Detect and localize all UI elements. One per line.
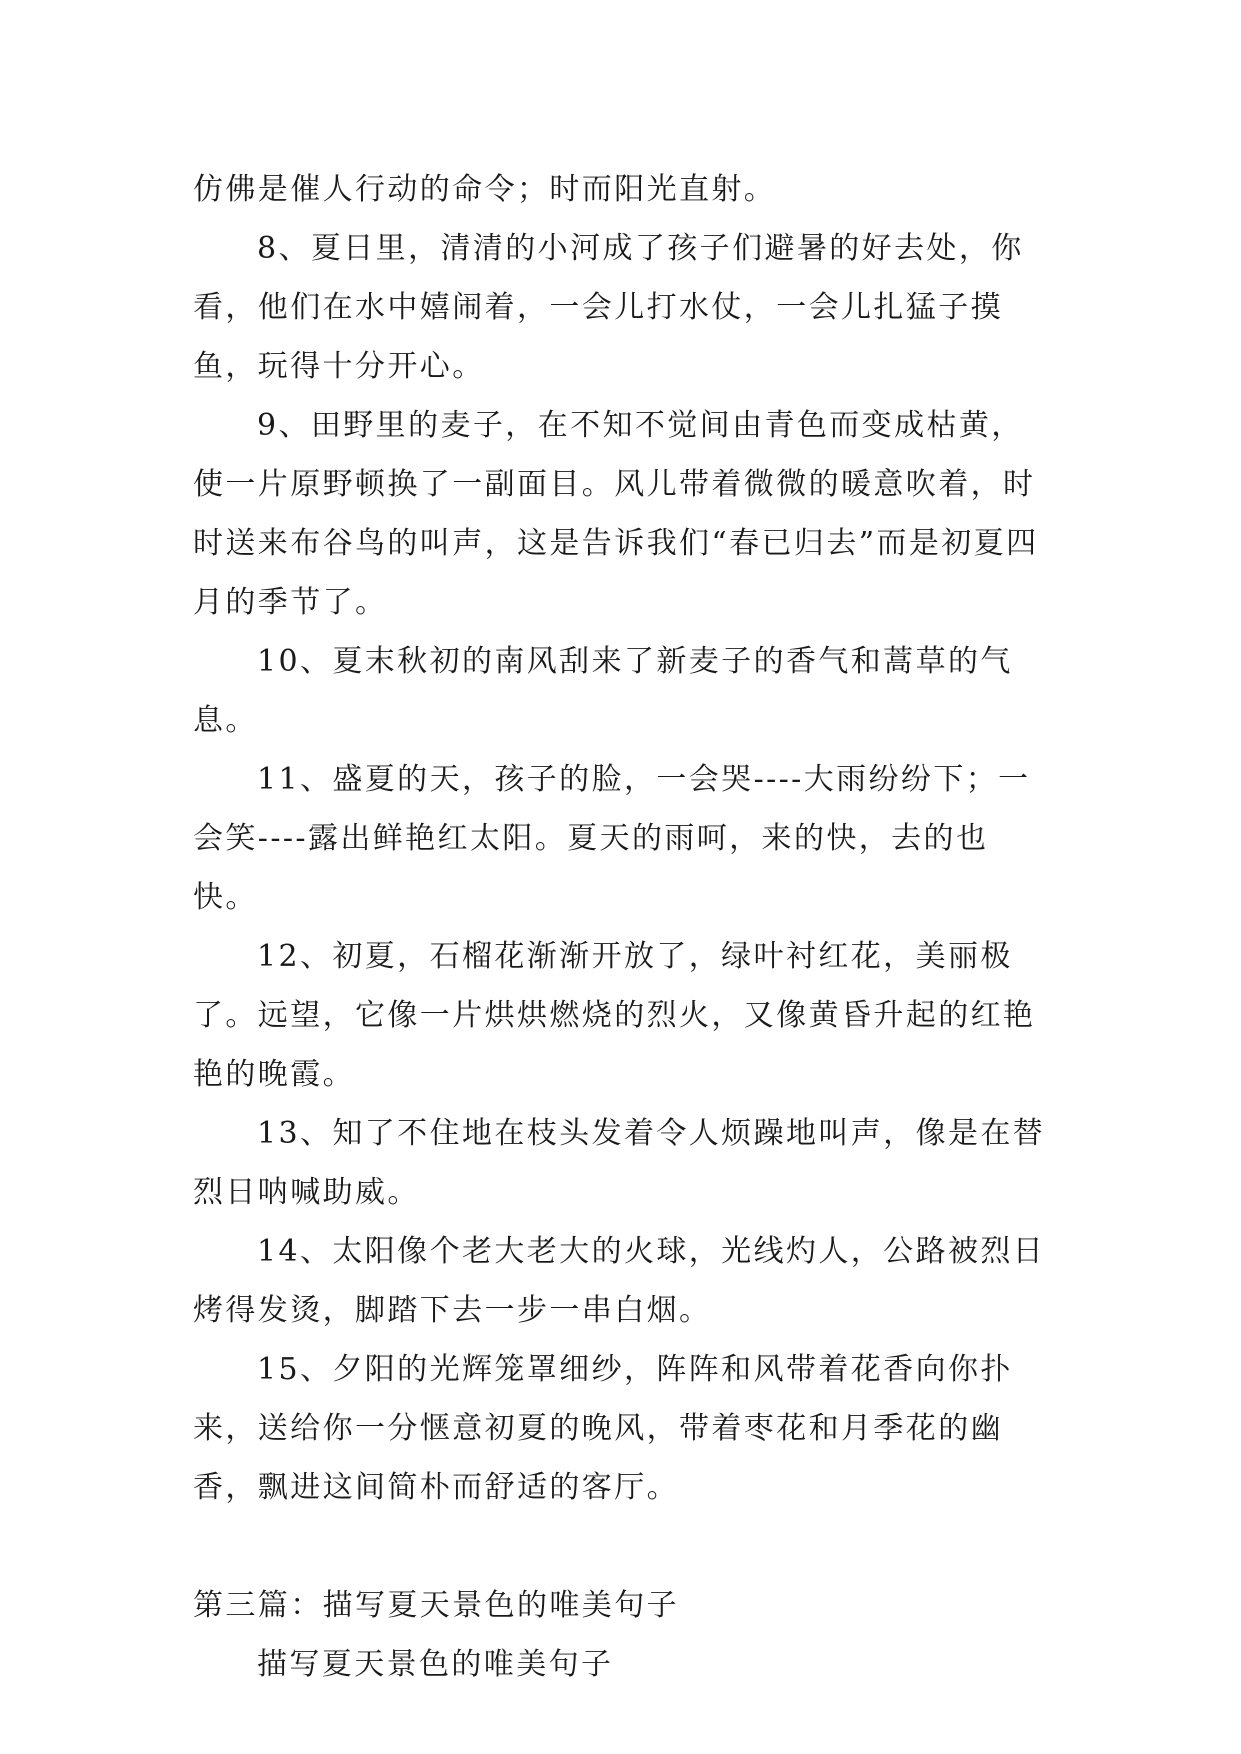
section-heading: 第三篇：描写夏天景色的唯美句子 bbox=[193, 1588, 679, 1623]
paragraph-item-14: 14、太阳像个老大老大的火球，光线灼人，公路被烈日烤得发烫，脚踏下去一步一串白烟。 bbox=[193, 1234, 1046, 1328]
paragraph-item-13: 13、知了不住地在枝头发着令人烦躁地叫声，像是在替烈日呐喊助威。 bbox=[193, 1116, 1046, 1210]
paragraph-continuation: 仿佛是催人行动的命令；时而阳光直射。 bbox=[193, 172, 777, 207]
document-body bbox=[193, 160, 1053, 1694]
paragraph-item-10: 10、夏末秋初的南风刮来了新麦子的香气和蒿草的气息。 bbox=[193, 644, 1013, 738]
paragraph-item-15: 15、夕阳的光辉笼罩细纱，阵阵和风带着花香向你扑来，送给你一分惬意初夏的晚风，带着枣花和月季花的幽香，飘进这间简朴而舒适的客厅。 bbox=[193, 1352, 1013, 1505]
paragraph-item-9: 9、田野里的麦子，在不知不觉间由青色而变成枯黄，使一片原野顿换了一副面目。风儿带着微微的暖意吹着，时时送来布谷鸟的叫声，这是告诉我们“春已归去”而是初夏四月的季节了。 bbox=[193, 408, 1039, 620]
paragraph-item-11: 11、盛夏的天，孩子的脸，一会哭----大雨纷纷下；一会笑----露出鲜艳红太阳。夏天的雨呵，来的快，去的也快。 bbox=[193, 762, 1031, 915]
paragraph-item-8: 8、夏日里，清清的小河成了孩子们避暑的好去处，你看，他们在水中嬉闹着，一会儿打水仗，一会儿扎猛子摸鱼，玩得十分开心。 bbox=[193, 231, 1024, 384]
section-subtitle: 描写夏天景色的唯美句子 bbox=[257, 1647, 614, 1682]
paragraph-item-12: 12、初夏，石榴花渐渐开放了，绿叶衬红花，美丽极了。远望，它像一片烘烘燃烧的烈火，又像黄昏升起的红艳艳的晚霞。 bbox=[193, 939, 1036, 1092]
